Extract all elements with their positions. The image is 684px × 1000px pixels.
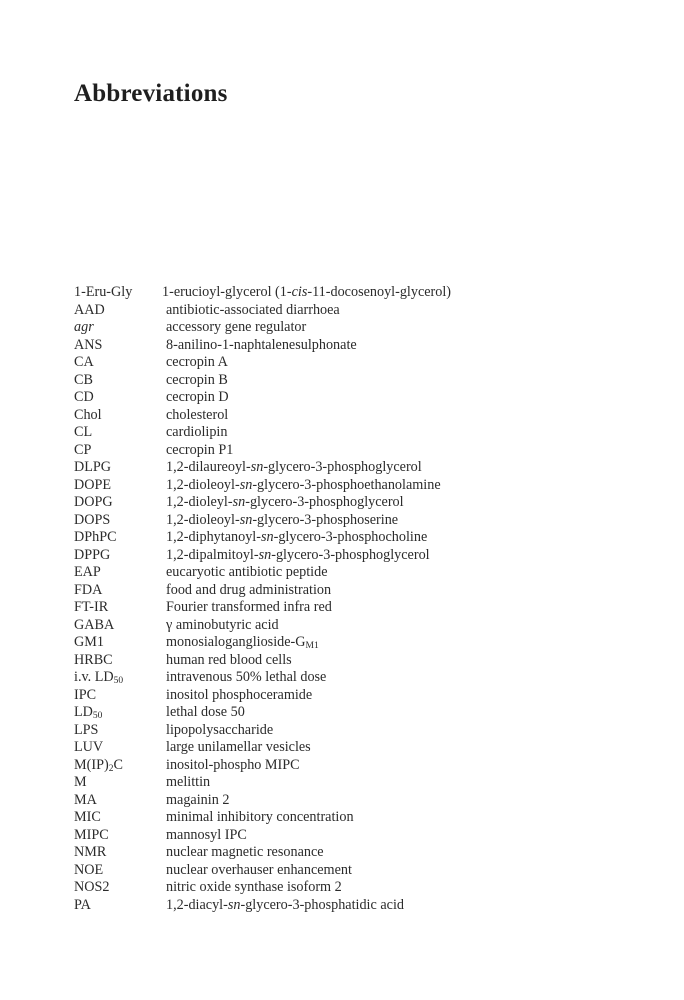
text-segment: M(IP) [74,756,109,773]
text-segment: minimal inhibitory concentration [166,809,354,825]
text-segment: human red blood cells [166,651,292,668]
abbreviation-term: LPS [74,721,99,738]
abbreviation-definition [166,722,634,740]
abbreviation-definition [166,879,634,897]
abbreviation-definition [166,844,634,862]
text-segment: lipopolysaccharide [166,721,274,738]
text-segment: -glycero-3-phosphoethanolamine [252,476,441,493]
abbreviation-term: CB [74,371,93,388]
abbreviation-row [74,617,634,635]
abbreviation-row [74,319,634,337]
abbreviation-row [74,897,634,915]
abbreviation-row [74,337,634,355]
text-segment: monosialoganglioside-G [166,634,306,650]
abbreviation-term: AAD [74,301,105,318]
abbreviation-definition [166,739,634,757]
abbreviation-row [74,879,634,897]
abbreviation-term [74,669,166,687]
abbreviation-term: EAP [74,564,101,580]
abbreviation-term [74,757,166,775]
text-segment: nuclear overhauser enhancement [166,861,352,878]
abbreviation-row [74,687,634,705]
text-segment: 1,2-diacyl- [166,896,228,913]
text-segment: LD [74,704,93,720]
abbreviation-definition [166,424,634,442]
abbreviation-term: NMR [74,844,107,860]
abbreviation-definition [166,792,634,810]
abbreviation-term: CL [74,424,93,440]
abbreviation-row [74,459,634,477]
abbreviation-row [74,547,634,565]
abbreviation-row [74,407,634,425]
abbreviation-term: MIPC [74,826,109,843]
abbreviation-definition [166,634,634,652]
text-segment: 1,2-dilaureoyl- [166,459,251,475]
abbreviation-term: HRBC [74,651,113,668]
text-segment: cis [291,284,308,300]
abbreviation-row [74,372,634,390]
text-segment: -glycero-3-phosphoglycerol [263,459,422,475]
abbreviation-term: NOS2 [74,879,110,895]
abbreviation-row [74,424,634,442]
abbreviation-term: CP [74,441,92,458]
abbreviation-definition [166,477,634,495]
abbreviation-row [74,652,634,670]
text-segment: cholesterol [166,406,229,423]
text-segment: cecropin B [166,371,228,388]
text-segment: Fourier transformed infra red [166,599,332,615]
text-segment: sn [260,529,274,545]
abbreviation-definition [166,512,634,530]
abbreviation-row [74,792,634,810]
abbreviation-row [74,512,634,530]
abbreviation-definition [166,389,634,407]
abbreviation-definition [166,774,634,792]
abbreviation-row [74,389,634,407]
abbreviation-row [74,442,634,460]
abbreviation-row [74,494,634,512]
text-segment: M1 [305,641,319,651]
abbreviation-term: Chol [74,406,102,423]
abbreviation-row [74,582,634,600]
abbreviation-term: MIC [74,809,101,825]
abbreviation-definition [166,599,634,617]
text-segment: large unilamellar vesicles [166,739,311,755]
abbreviation-term [74,704,166,722]
abbreviation-row [74,634,634,652]
abbreviation-term: LUV [74,739,104,755]
abbreviation-term: DOPS [74,511,111,528]
abbreviation-row [74,827,634,845]
abbreviation-definition [166,757,634,775]
abbreviation-term: 1-Eru-Gly [74,284,133,300]
abbreviation-term: DOPE [74,476,112,493]
abbreviation-definition [166,494,634,512]
text-segment: C [113,756,123,773]
abbreviation-definition [166,564,634,582]
abbreviation-definition [166,529,634,547]
abbreviation-definition [166,547,634,565]
text-segment: sn [227,896,241,913]
abbreviation-term: IPC [74,686,97,703]
abbreviation-definition [166,704,634,722]
abbreviation-term: CA [74,354,94,370]
abbreviation-row [74,564,634,582]
abbreviation-definition [166,582,634,600]
text-segment: sn [232,494,246,510]
abbreviation-term: DPPG [74,546,111,563]
abbreviation-row [74,722,634,740]
abbreviation-term: FDA [74,581,103,598]
text-segment: accessory gene regulator [166,319,307,335]
abbreviation-row [74,284,634,302]
abbreviation-definition [166,459,634,477]
text-segment: 2 [108,763,114,774]
abbreviation-term: ANS [74,336,103,353]
text-segment: γ aminobutyric acid [166,616,279,633]
text-segment: cardiolipin [166,424,228,440]
abbreviation-term: PA [74,896,91,913]
abbreviation-term: GM1 [74,634,104,650]
text-segment: 1,2-diphytanoyl- [166,529,261,545]
abbreviation-term: DOPG [74,494,113,510]
abbreviation-term: NOE [74,861,104,878]
abbreviation-term [74,319,166,337]
abbreviation-row [74,477,634,495]
text-segment: lethal dose 50 [166,704,245,720]
text-segment: -glycero-3-phosphoserine [252,511,399,528]
text-segment: melittin [166,774,211,790]
text-segment: intravenous 50% lethal dose [166,669,327,685]
abbreviation-term: FT-IR [74,599,109,615]
text-segment: cecropin A [166,354,228,370]
abbreviation-list [74,284,634,914]
abbreviation-term: CD [74,389,94,405]
text-segment: i.v. LD [74,669,114,685]
text-segment: 1,2-dipalmitoyl- [166,546,259,563]
text-segment: cecropin P1 [166,441,234,458]
abbreviation-definition [166,687,634,705]
text-segment: 8-anilino-1-naphtalenesulphonate [166,336,357,353]
text-segment: 1,2-dioleyl- [166,494,233,510]
text-segment: -11-docosenoyl-glycerol) [307,284,452,300]
text-segment: sn [250,459,264,475]
abbreviation-definition [162,284,634,302]
text-segment: nuclear magnetic resonance [166,844,324,860]
text-segment: sn [239,511,253,528]
text-segment: eucaryotic antibiotic peptide [166,564,328,580]
abbreviation-row [74,529,634,547]
text-segment: 1-erucioyl-glycerol (1- [162,284,292,300]
abbreviation-definition [166,337,634,355]
abbreviation-definition [166,652,634,670]
abbreviation-row [74,302,634,320]
text-segment: sn [258,546,272,563]
abbreviation-row [74,774,634,792]
abbreviation-term: DLPG [74,459,112,475]
text-segment: -glycero-3-phosphoglycerol [245,494,404,510]
text-segment: mannosyl IPC [166,826,247,843]
text-segment: 50 [92,711,103,721]
abbreviation-row [74,757,634,775]
abbreviation-row [74,862,634,880]
page-title: Abbreviations [74,80,228,107]
abbreviation-term: M [74,774,87,790]
abbreviation-definition [166,354,634,372]
text-segment: inositol-phospho MIPC [166,756,300,773]
abbreviation-definition [166,442,634,460]
abbreviation-term: GABA [74,616,115,633]
abbreviation-row [74,739,634,757]
text-segment: 1,2-dioleoyl- [166,476,240,493]
text-segment: food and drug administration [166,581,332,598]
abbreviation-definition [166,809,634,827]
abbreviation-row [74,354,634,372]
abbreviation-definition [166,372,634,390]
abbreviation-row [74,599,634,617]
abbreviation-definition [166,617,634,635]
abbreviation-row [74,704,634,722]
text-segment: cecropin D [166,389,229,405]
text-segment: antibiotic-associated diarrhoea [166,301,340,318]
text-segment: 1,2-dioleoyl- [166,511,240,528]
text-segment: agr [74,319,94,335]
abbreviation-definition [166,862,634,880]
text-segment: -glycero-3-phosphocholine [273,529,428,545]
abbreviation-row [74,809,634,827]
abbreviation-definition [166,407,634,425]
text-segment: -glycero-3-phosphoglycerol [271,546,430,563]
abbreviation-term: DPhPC [74,529,117,545]
text-segment: inositol phosphoceramide [166,686,313,703]
text-segment: 50 [113,676,124,686]
abbreviation-term: MA [74,791,97,808]
text-segment: nitric oxide synthase isoform 2 [166,879,342,895]
abbreviation-definition [166,302,634,320]
text-segment: -glycero-3-phosphatidic acid [240,896,404,913]
text-segment: sn [239,476,253,493]
abbreviation-row [74,844,634,862]
abbreviation-row [74,669,634,687]
abbreviation-definition [166,897,634,915]
abbreviation-definition [166,827,634,845]
abbreviation-definition [166,669,634,687]
abbreviation-definition [166,319,634,337]
text-segment: magainin 2 [166,791,230,808]
